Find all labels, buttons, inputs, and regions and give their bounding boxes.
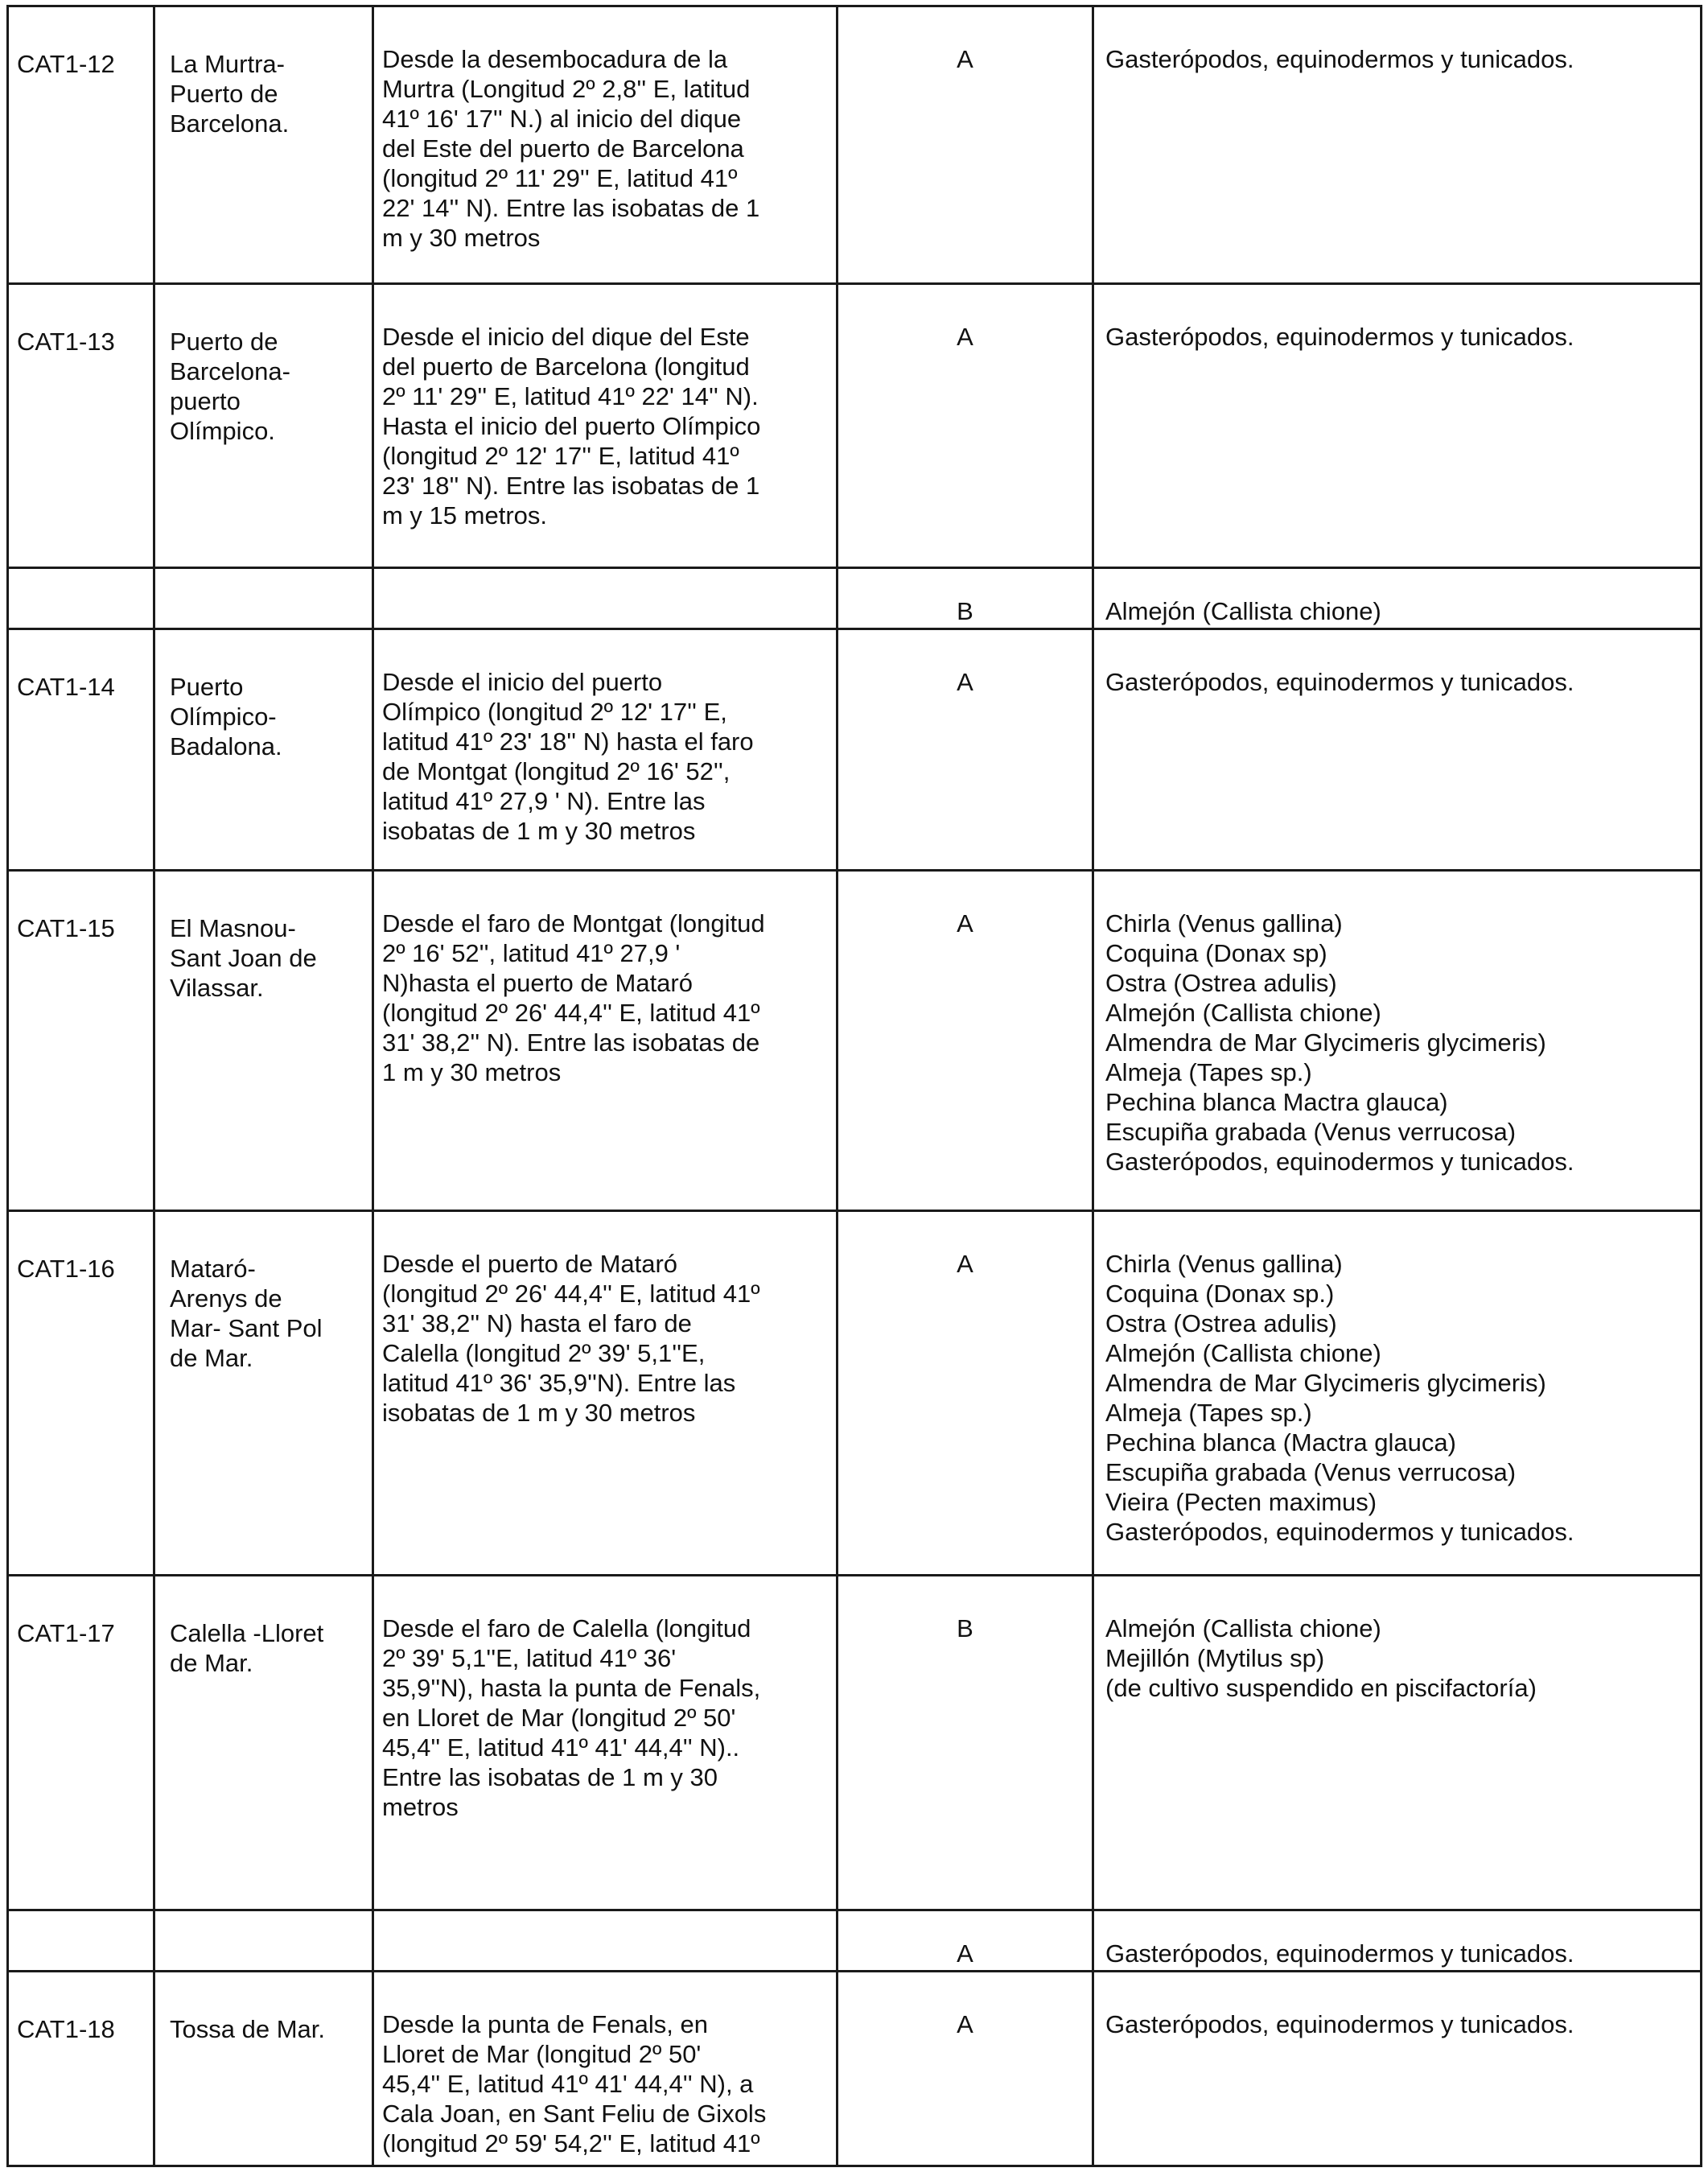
zone-name-line: Tossa de Mar. (170, 2015, 325, 2043)
table-row (8, 1576, 1702, 1910)
species-line: Gasterópodos, equinodermos y tunicados. (1105, 2010, 1574, 2038)
zone-description-line: (longitud 2º 26' 44,4'' E, latitud 41º (382, 999, 760, 1027)
zone-description-line: Desde el puerto de Mataró (382, 1250, 678, 1278)
species-line: Coquina (Donax sp.) (1105, 1280, 1335, 1308)
table-row (8, 6, 1702, 284)
zone-description-line: isobatas de 1 m y 30 metros (382, 1399, 696, 1427)
species-cell (1093, 6, 1702, 284)
zone-description-line: metros (382, 1793, 459, 1821)
zone-description-cell (373, 6, 838, 284)
category-cell (838, 871, 1093, 1211)
zone-code: CAT1-15 (17, 914, 115, 942)
category-cell (838, 1576, 1093, 1910)
species-cell (1093, 1211, 1702, 1576)
species-line: Almejón (Callista chione) (1105, 1614, 1381, 1642)
zone-description-line: 22' 14'' N). Entre las isobatas de 1 (382, 194, 760, 222)
zone-description-line: 31' 38,2'' N). Entre las isobatas de (382, 1028, 760, 1057)
species-line: Almendra de Mar Glycimeris glycimeris) (1105, 1369, 1546, 1397)
zone-code: CAT1-17 (17, 1619, 115, 1647)
zone-description-line: m y 30 metros (382, 224, 541, 252)
zone-description-cell (373, 1211, 838, 1576)
zone-name-line: Olímpico- (170, 703, 277, 731)
zone-name-line: Badalona. (170, 732, 282, 760)
zone-name-line: Arenys de (170, 1284, 282, 1313)
zone-code-cell (8, 1910, 154, 1972)
category-cell (838, 1910, 1093, 1972)
zone-name-cell (154, 1972, 373, 2166)
category-cell (838, 6, 1093, 284)
species-line: Almejón (Callista chione) (1105, 999, 1381, 1027)
zone-description-line: 2º 16' 52'', latitud 41º 27,9 ' (382, 939, 681, 967)
species-line: (de cultivo suspendido en piscifactoría) (1105, 1674, 1537, 1702)
zone-description-line: Desde el faro de Montgat (longitud (382, 909, 765, 938)
category-letter: A (957, 45, 973, 73)
species-zone-table (6, 5, 1702, 2167)
zone-description-line: Desde el inicio del puerto (382, 668, 663, 696)
category-cell (838, 284, 1093, 568)
zone-code: CAT1-12 (17, 50, 115, 78)
table-row (8, 629, 1702, 871)
zone-description-line: Murtra (Longitud 2º 2,8'' E, latitud (382, 75, 751, 103)
category-cell (838, 629, 1093, 871)
category-letter: A (957, 323, 973, 351)
zone-description-line: Hasta el inicio del puerto Olímpico (382, 412, 761, 440)
zone-name-line: Mar- Sant Pol (170, 1314, 323, 1342)
zone-description-cell (373, 871, 838, 1211)
zone-description-line: Desde la desembocadura de la (382, 45, 728, 73)
zone-description-line: 35,9''N), hasta la punta de Fenals, (382, 1674, 761, 1702)
zone-name-line: Sant Joan de (170, 944, 317, 972)
zone-description-line: latitud 41º 36' 35,9''N). Entre las (382, 1369, 736, 1397)
species-line: Chirla (Venus gallina) (1105, 1250, 1343, 1278)
zone-code: CAT1-13 (17, 328, 115, 356)
zone-name-line: Olímpico. (170, 417, 275, 445)
table-row (8, 1211, 1702, 1576)
zone-code-cell (8, 629, 154, 871)
zone-name-line: Puerto de (170, 328, 278, 356)
table-body (8, 6, 1702, 2166)
species-cell (1093, 1910, 1702, 1972)
zone-code-cell (8, 1211, 154, 1576)
zone-description-line: latitud 41º 27,9 ' N). Entre las (382, 787, 706, 815)
species-line: Almejón (Callista chione) (1105, 1339, 1381, 1367)
species-line: Vieira (Pecten maximus) (1105, 1488, 1377, 1516)
species-line: Pechina blanca (Mactra glauca) (1105, 1428, 1456, 1457)
table-row (8, 1910, 1702, 1972)
zone-description-line: Olímpico (longitud 2º 12' 17'' E, (382, 698, 727, 726)
species-line: Escupiña grabada (Venus verrucosa) (1105, 1458, 1517, 1486)
species-cell (1093, 1972, 1702, 2166)
zone-description-line: (longitud 2º 59' 54,2'' E, latitud 41º (382, 2129, 760, 2157)
zone-description-line: Lloret de Mar (longitud 2º 50' (382, 2040, 702, 2068)
category-letter: A (957, 668, 973, 696)
category-letter: A (957, 2010, 973, 2038)
species-line: Chirla (Venus gallina) (1105, 909, 1343, 938)
zone-name-line: Calella -Lloret (170, 1619, 324, 1647)
species-line: Gasterópodos, equinodermos y tunicados. (1105, 1939, 1574, 1968)
species-line: Mejillón (Mytilus sp) (1105, 1644, 1325, 1672)
zone-name-cell (154, 871, 373, 1211)
species-line: Ostra (Ostrea adulis) (1105, 969, 1337, 997)
table-row (8, 1972, 1702, 2166)
species-line: Almeja (Tapes sp.) (1105, 1058, 1312, 1086)
zone-description-line: (longitud 2º 26' 44,4'' E, latitud 41º (382, 1280, 760, 1308)
zone-description-cell (373, 629, 838, 871)
category-letter: B (957, 597, 973, 625)
species-line: Gasterópodos, equinodermos y tunicados. (1105, 1148, 1574, 1176)
zone-description-line: Desde el inicio del dique del Este (382, 323, 750, 351)
zone-code: CAT1-14 (17, 673, 115, 701)
zone-name-line: La Murtra- (170, 50, 285, 78)
zone-name-cell (154, 1910, 373, 1972)
species-cell (1093, 284, 1702, 568)
species-line: Escupiña grabada (Venus verrucosa) (1105, 1118, 1517, 1146)
zone-description-cell (373, 1910, 838, 1972)
species-line: Gasterópodos, equinodermos y tunicados. (1105, 45, 1574, 73)
zone-name-line: puerto (170, 387, 241, 415)
species-line: Almeja (Tapes sp.) (1105, 1399, 1312, 1427)
species-line: Gasterópodos, equinodermos y tunicados. (1105, 1518, 1574, 1546)
zone-description-line: Calella (longitud 2º 39' 5,1''E, (382, 1339, 706, 1367)
zone-name-line: Mataró- (170, 1255, 256, 1283)
category-letter: B (957, 1614, 973, 1642)
zone-description-line: del Este del puerto de Barcelona (382, 134, 744, 163)
zone-name-line: Puerto de (170, 80, 278, 108)
species-line: Ostra (Ostrea adulis) (1105, 1309, 1337, 1337)
category-letter: A (957, 1939, 973, 1968)
zone-description-cell (373, 1576, 838, 1910)
zone-name-line: El Masnou- (170, 914, 296, 942)
table-row (8, 568, 1702, 629)
species-cell (1093, 871, 1702, 1211)
zone-description-line: 45,4'' E, latitud 41º 41' 44,4'' N).. (382, 1733, 740, 1762)
zone-description-cell (373, 1972, 838, 2166)
category-cell (838, 568, 1093, 629)
zone-description-cell (373, 568, 838, 629)
zone-description-line: Cala Joan, en Sant Feliu de Gixols (382, 2100, 767, 2128)
category-letter: A (957, 1250, 973, 1278)
species-cell (1093, 568, 1702, 629)
zone-description-line: Desde la punta de Fenals, en (382, 2010, 708, 2038)
table-row (8, 871, 1702, 1211)
zone-description-line: en Lloret de Mar (longitud 2º 50' (382, 1704, 736, 1732)
zone-description-line: 31' 38,2'' N) hasta el faro de (382, 1309, 692, 1337)
zone-name-cell (154, 1211, 373, 1576)
zone-name-cell (154, 1576, 373, 1910)
zone-description-line: latitud 41º 23' 18'' N) hasta el faro (382, 727, 754, 756)
species-line: Pechina blanca Mactra glauca) (1105, 1088, 1448, 1116)
zone-code-cell (8, 1972, 154, 2166)
zone-code-cell (8, 871, 154, 1211)
zone-code-cell (8, 284, 154, 568)
zone-code-cell (8, 1576, 154, 1910)
species-cell (1093, 629, 1702, 871)
zone-name-cell (154, 629, 373, 871)
zone-description-line: Entre las isobatas de 1 m y 30 (382, 1763, 718, 1791)
zone-description-line: de Montgat (longitud 2º 16' 52'', (382, 757, 731, 785)
species-line: Coquina (Donax sp) (1105, 939, 1327, 967)
zone-name-cell (154, 6, 373, 284)
zone-name-line: Barcelona- (170, 357, 290, 385)
zone-description-line: 45,4'' E, latitud 41º 41' 44,4'' N), a (382, 2070, 754, 2098)
zone-name-line: Barcelona. (170, 109, 290, 138)
species-line: Gasterópodos, equinodermos y tunicados. (1105, 323, 1574, 351)
zone-description-line: 1 m y 30 metros (382, 1058, 562, 1086)
zone-description-line: 2º 39' 5,1''E, latitud 41º 36' (382, 1644, 677, 1672)
zone-description-line: 2º 11' 29'' E, latitud 41º 22' 14'' N). (382, 382, 759, 410)
zone-name-cell (154, 284, 373, 568)
zone-description-line: del puerto de Barcelona (longitud (382, 352, 750, 381)
zone-description-line: m y 15 metros. (382, 501, 547, 530)
category-letter: A (957, 909, 973, 938)
zone-description-cell (373, 284, 838, 568)
zone-name-cell (154, 568, 373, 629)
zone-code-cell (8, 568, 154, 629)
zone-description-line: isobatas de 1 m y 30 metros (382, 817, 696, 845)
zone-description-line: (longitud 2º 11' 29'' E, latitud 41º (382, 164, 738, 192)
zone-description-line: (longitud 2º 12' 17'' E, latitud 41º (382, 442, 739, 470)
zone-code: CAT1-18 (17, 2015, 115, 2043)
zone-description-line: 41º 16' 17'' N.) al inicio del dique (382, 105, 742, 133)
zone-description-line: Desde el faro de Calella (longitud (382, 1614, 751, 1642)
zone-code-cell (8, 6, 154, 284)
species-cell (1093, 1576, 1702, 1910)
zone-description-line: 23' 18'' N). Entre las isobatas de 1 (382, 472, 760, 500)
zone-description-line: N)hasta el puerto de Mataró (382, 969, 693, 997)
species-line: Gasterópodos, equinodermos y tunicados. (1105, 668, 1574, 696)
zone-name-line: de Mar. (170, 1344, 253, 1372)
category-cell (838, 1211, 1093, 1576)
table-row (8, 284, 1702, 568)
zone-name-line: de Mar. (170, 1649, 253, 1677)
zone-code: CAT1-16 (17, 1255, 115, 1283)
zone-name-line: Puerto (170, 673, 244, 701)
category-cell (838, 1972, 1093, 2166)
species-line: Almejón (Callista chione) (1105, 597, 1381, 625)
zone-name-line: Vilassar. (170, 974, 264, 1002)
species-line: Almendra de Mar Glycimeris glycimeris) (1105, 1028, 1546, 1057)
